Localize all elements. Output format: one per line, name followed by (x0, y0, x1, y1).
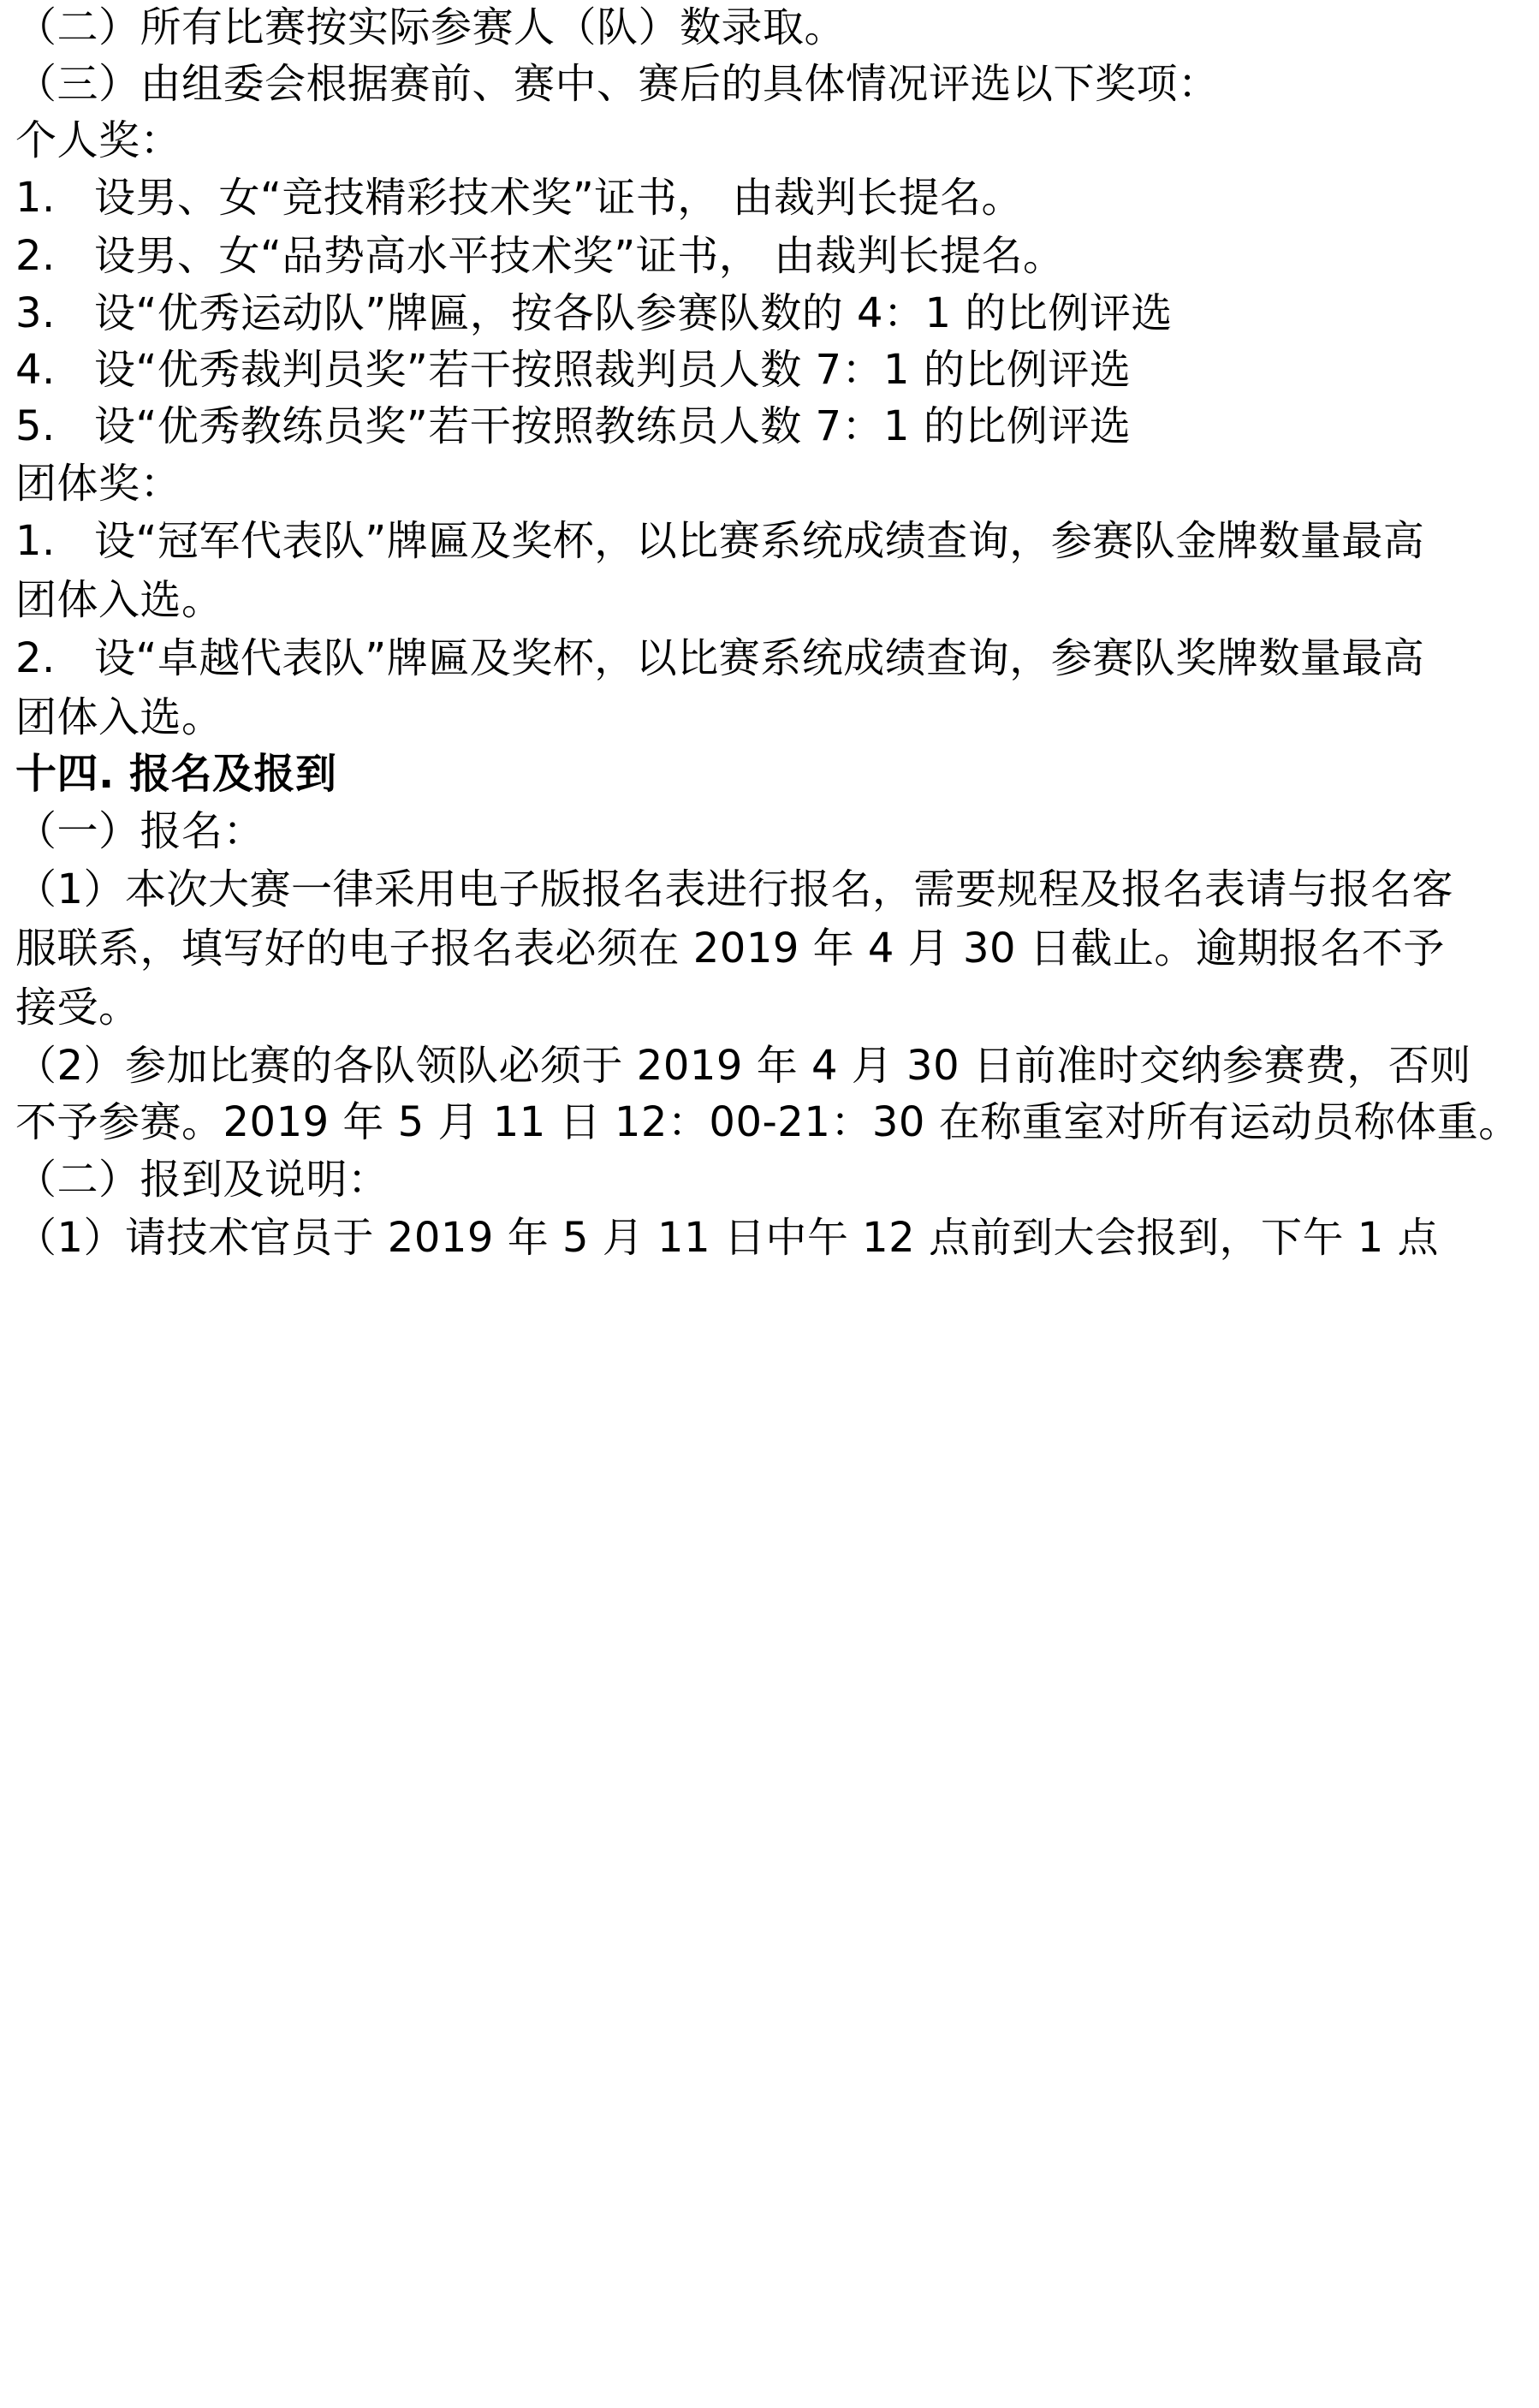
item-number: 4. (15, 346, 56, 394)
section-heading (15, 746, 1524, 801)
text-line (15, 0, 1524, 55)
line-text: （1）本次大赛一律采用电子版报名表进行报名，需要规程及报名表请与报名客 (15, 865, 1454, 913)
text-line (15, 804, 1524, 859)
line-text: 团体奖： (15, 460, 182, 508)
line-text: 接受。 (15, 984, 140, 1032)
numbered-item (15, 286, 1524, 341)
text-line (15, 1210, 1524, 1265)
text-line (15, 980, 1524, 1035)
line-text: 十四. 报名及报到 (15, 750, 337, 798)
item-number: 1. (15, 174, 56, 222)
line-text: 设男、女“竞技精彩技术奖”证书， 由裁判长提名。 (94, 174, 1023, 222)
numbered-item (15, 170, 1524, 225)
numbered-item (15, 399, 1524, 454)
line-text: 设“优秀运动队”牌匾，按各队参赛队数的 4：1 的比例评选 (94, 289, 1173, 337)
item-number: 2. (15, 232, 56, 280)
item-number: 1. (15, 517, 56, 565)
text-line (15, 1095, 1524, 1150)
text-line (15, 113, 1524, 168)
text-line (15, 862, 1524, 917)
text-line (15, 573, 1524, 627)
text-line (15, 456, 1524, 511)
item-number: 2. (15, 634, 56, 682)
line-text: （一）报名： (15, 807, 265, 855)
numbered-item (15, 342, 1524, 397)
item-number: 5. (15, 402, 56, 450)
text-line (15, 690, 1524, 745)
text-line (15, 1152, 1524, 1207)
line-text: （2）参加比赛的各队领队必须于 2019 年 4 月 30 日前准时交纳参赛费，否则 (15, 1042, 1471, 1090)
line-text: （三）由组委会根据赛前、赛中、赛后的具体情况评选以下奖项： (15, 60, 1220, 108)
line-text: （二）报到及说明： (15, 1156, 389, 1204)
line-text: （1）请技术官员于 2019 年 5 月 11 日中午 12 点前到大会报到，下午 1 点 (15, 1214, 1440, 1262)
numbered-item (15, 229, 1524, 283)
line-text: 设“优秀教练员奖”若干按照教练员人数 7：1 的比例评选 (94, 402, 1132, 450)
item-number: 3. (15, 289, 56, 337)
line-text: 设“卓越代表队”牌匾及奖杯，以比赛系统成绩查询，参赛队奖牌数量最高 (94, 634, 1425, 682)
line-text: 团体入选。 (15, 693, 223, 741)
line-text: 不予参赛。2019 年 5 月 11 日 12：00-21：30 在称重室对所有运动员称体重。 (15, 1098, 1520, 1146)
line-text: 设男、女“品势高水平技术奖”证书， 由裁判长提名。 (94, 232, 1065, 280)
line-text: （二）所有比赛按实际参赛人（队）数录取。 (15, 3, 847, 51)
numbered-item (15, 631, 1524, 686)
line-text: 团体入选。 (15, 576, 223, 624)
line-text: 服联系，填写好的电子报名表必须在 2019 年 4 月 30 日截止。逾期报名不予 (15, 925, 1445, 972)
text-line (15, 921, 1524, 976)
text-line (15, 1038, 1524, 1093)
numbered-item (15, 514, 1524, 568)
line-text: 设“冠军代表队”牌匾及奖杯，以比赛系统成绩查询，参赛队金牌数量最高 (94, 517, 1425, 565)
line-text: 设“优秀裁判员奖”若干按照裁判员人数 7：1 的比例评选 (94, 346, 1132, 394)
text-line (15, 56, 1524, 111)
line-text: 个人奖： (15, 116, 182, 164)
